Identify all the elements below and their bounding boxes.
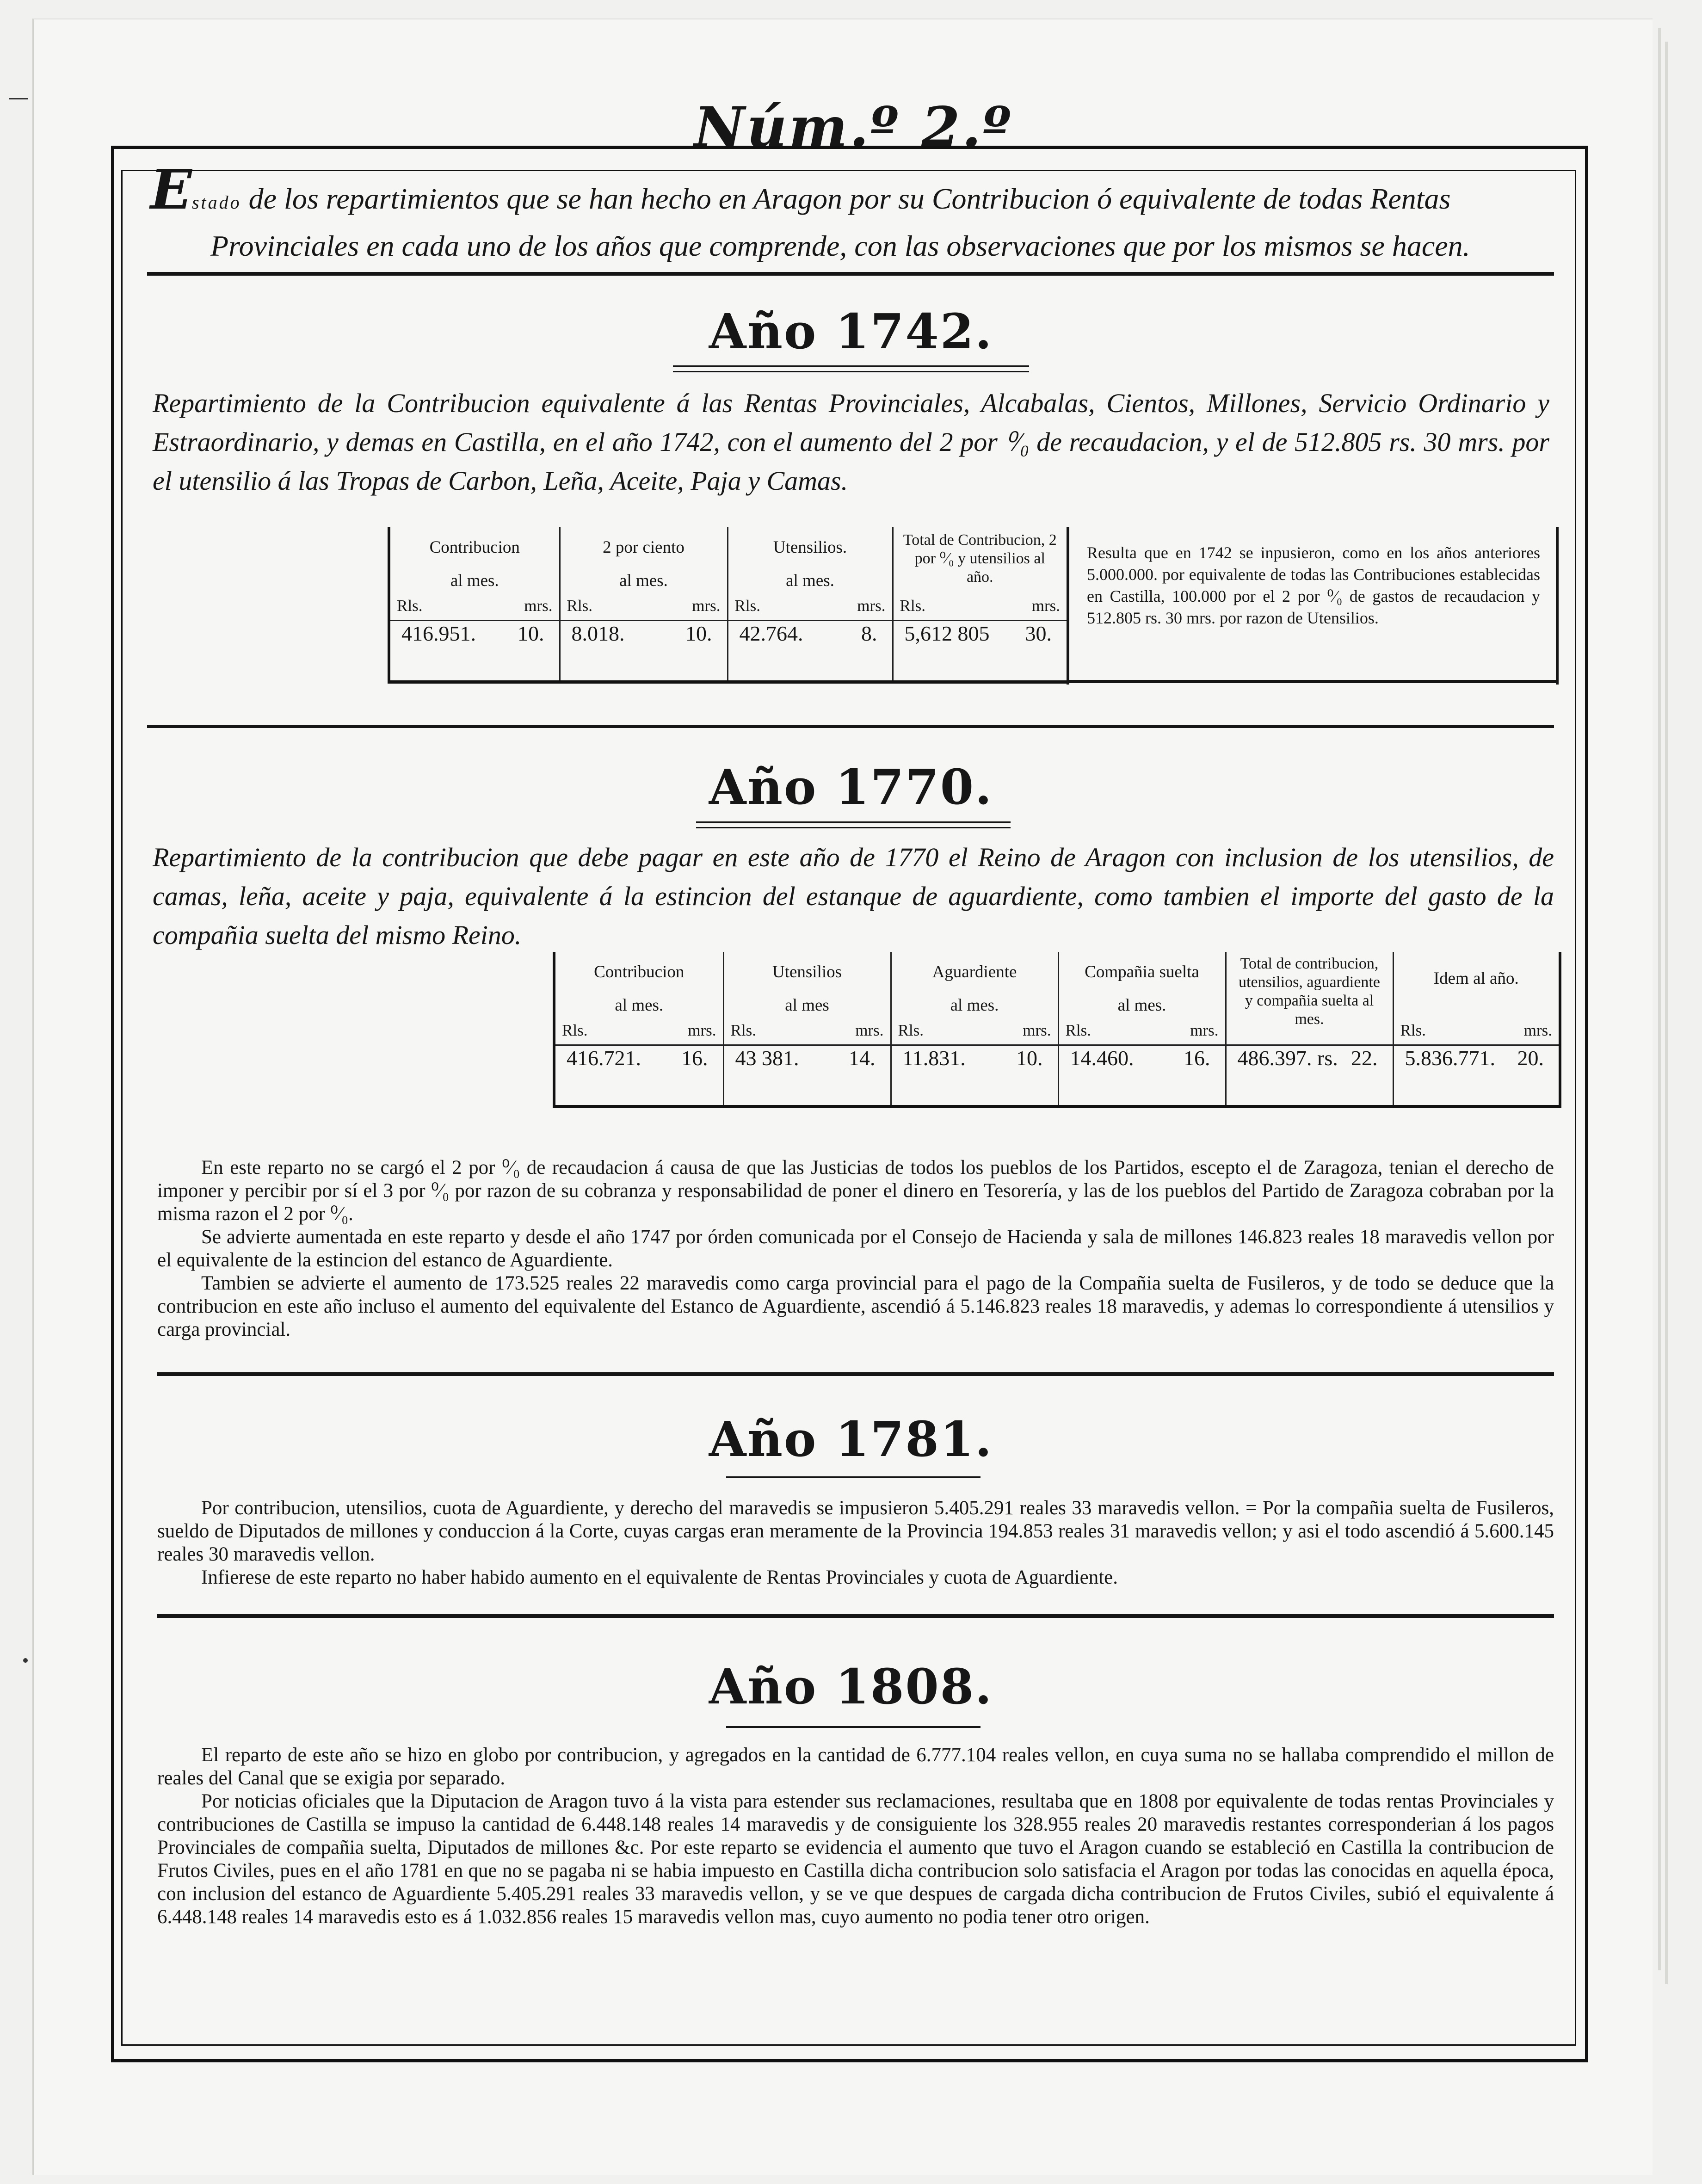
note-box-rule (1067, 680, 1559, 683)
page-edge (1665, 42, 1668, 1984)
table-cell (389, 621, 560, 682)
table-header-row (554, 952, 1560, 1045)
table-1770 (553, 952, 1561, 1108)
table-cell (1393, 1045, 1560, 1107)
column-title: Aguardiente (932, 962, 1017, 981)
title-line-2: Provinciales en cada uno de los años que comprende, con las observaciones que por los mismos se hacen. (210, 229, 1470, 262)
unit-reales: Rls. (900, 597, 925, 615)
unit-reales: Rls. (1065, 1021, 1091, 1039)
unit-reales: Rls. (397, 597, 423, 615)
unit-maravedis: mrs. (1023, 1021, 1051, 1039)
column-title: 2 por ciento (603, 538, 684, 557)
table-cell (723, 1045, 891, 1107)
year-heading-1808: Año 1808. (709, 1658, 993, 1715)
unit-maravedis: mrs. (524, 597, 553, 615)
amount-maravedis: 22. (1351, 1046, 1378, 1070)
column-header (389, 527, 560, 621)
amount-reales: 5.836.771. (1405, 1046, 1495, 1070)
table-row (389, 621, 1068, 682)
unit-reales: Rls. (734, 597, 760, 615)
column-subtitle: al mes. (1117, 996, 1166, 1015)
margin-mark (23, 1658, 28, 1663)
table-cell (1058, 1045, 1226, 1107)
paragraph: El reparto de este año se hizo en globo por contribucion, y agregados en la cantidad de 6.777.104 reales vellon, en cuya suma no se hallaba comprendido el millon de reales del Canal que se exigia por separado. (157, 1744, 1554, 1789)
paragraph: Por noticias oficiales que la Diputacion de Aragon tuvo á la vista para estender sus reclamaciones, resultaba que en 1808 por equivalente de todas rentas Provinciales y contribuciones de Castilla se impuso la cantidad de 6.448.148 reales 14 maravedis y de consiguiente los 328.955 reales 20 maravedis restantes corresponderian á los pagos Provinciales de compañia suelta, Diputados de millones &c. Por este reparto se evidencia el aumento que tuvo el Aragon cuando se estableció en Castilla la contribucion de Frutos Civiles, pues en el año 1781 en que no se pagaba ni se habia impuesto en Castilla dicha contribucion solo satisfacia el Aragon por todas las conocidas en aquella época, con inclusion del estanco de Aguardiente 5.405.291 reales 33 maravedis vellon, y se ve que despues de cargada dicha contribucion de Frutos Civiles, subió el equivalente á 6.448.148 reales 14 maravedis esto es á 1.032.856 reales 15 maravedis vellon mas, cuyo aumento no podia tener otro origen. (157, 1790, 1554, 1928)
section-rule (157, 1372, 1554, 1376)
document-title (150, 157, 1566, 268)
table-cell (1226, 1045, 1393, 1107)
unit-reales: Rls. (562, 1021, 588, 1039)
unit-reales: Rls. (898, 1021, 924, 1039)
notes-1781 (157, 1497, 1554, 1589)
paragraph: Se advierte aumentada en este reparto y desde el año 1747 por órden comunicada por el Consejo de Hacienda y sala de millones 146.823 reales 18 maravedis vellon por el equivalente de la estincion del estanco de Aguardiente. (157, 1226, 1554, 1271)
column-header (1226, 952, 1393, 1045)
unit-maravedis: mrs. (1523, 1021, 1552, 1039)
table-cell (554, 1045, 723, 1107)
margin-mark (9, 98, 28, 99)
column-title: Utensilios. (773, 538, 847, 557)
table-cell (728, 621, 893, 682)
intro-1770: Repartimiento de la contribucion que debe pagar en este año de 1770 el Reino de Aragon con inclusion de los utensilios, de camas, leña, aceite y paja, equivalente á la estincion del estanque de aguardiente, como tambien el importe del gasto de la compañia suelta del mismo Reino. (153, 842, 1554, 950)
title-smallcaps: stado (191, 192, 241, 213)
amount-maravedis: 10. (1016, 1046, 1043, 1070)
column-header (723, 952, 891, 1045)
amount-reales: 486.397. rs. (1237, 1046, 1338, 1070)
column-subtitle: al mes. (615, 996, 664, 1015)
column-header (893, 527, 1068, 621)
section-rule (147, 272, 1554, 276)
paragraph: En este reparto no se cargó el 2 por ⁰⁄₀ de recaudacion á causa de que las Justicias de todos los pueblos de los Partidos, escepto el de Zaragoza, tenian el derecho de imponer y percibir por sí el 3 por ⁰⁄₀ por razon de su cobranza y responsabilidad de poner el dinero en Tesorería, y las de los pueblos del Partido de Zaragoza cobraban por la misma razon el 2 por ⁰⁄₀. (157, 1157, 1554, 1225)
column-header (891, 952, 1058, 1045)
amount-reales: 416.721. (567, 1046, 641, 1070)
amount-reales: 8.018. (571, 622, 625, 645)
column-subtitle: al mes. (786, 571, 834, 590)
amount-maravedis: 10. (518, 622, 544, 645)
unit-maravedis: mrs. (688, 1021, 716, 1039)
note-1742: Resulta que en 1742 se inpusieron, como en los años anteriores 5.000.000. por equivalente de todas las Contribuciones establecidas en Castilla, 100.000 por el 2 por ⁰⁄₀ de gastos de recaudacion y 512.805 rs. 30 mrs. por razon de Utensilios. (1087, 543, 1540, 627)
column-subtitle: al mes. (619, 571, 668, 590)
intro-1742: Repartimiento de la Contribucion equivalente á las Rentas Provinciales, Alcabalas, Cientos, Millones, Servicio Ordinario y Estraordinario, y demas en Castilla, en el año 1742, con el aumento del 2 por ⁰⁄₀ de recaudacion, y el de 512.805 rs. 30 mrs. por el utensilio á las Tropas de Carbon, Leña, Aceite, Paja y Camas. (153, 388, 1549, 496)
table-cell (560, 621, 728, 682)
unit-reales: Rls. (1400, 1021, 1426, 1039)
heading-underline (726, 1726, 980, 1728)
amount-reales: 14.460. (1070, 1046, 1134, 1070)
unit-maravedis: mrs. (1190, 1021, 1219, 1039)
section-rule (157, 1614, 1554, 1618)
unit-reales: Rls. (730, 1021, 756, 1039)
column-header (554, 952, 723, 1045)
note-box-rule (1067, 527, 1069, 685)
amount-reales: 416.951. (401, 622, 476, 645)
amount-reales: 11.831. (902, 1046, 966, 1070)
unit-maravedis: mrs. (857, 597, 886, 615)
column-header (1393, 952, 1560, 1045)
amount-maravedis: 30. (1025, 622, 1052, 645)
year-heading-1742: Año 1742. (709, 303, 993, 360)
column-title: Contribucion (429, 538, 520, 557)
amount-maravedis: 14. (849, 1046, 876, 1070)
column-subtitle: al mes. (950, 996, 999, 1015)
column-title: Utensilios (772, 962, 842, 981)
unit-maravedis: mrs. (1031, 597, 1060, 615)
table-1742 (388, 527, 1069, 684)
amount-maravedis: 10. (685, 622, 712, 645)
paragraph: Tambien se advierte el aumento de 173.525 reales 22 maravedis como carga provincial para el pago de la Compañia suelta de Fusileros, y de todo se deduce que la contribucion en este año incluso el aumento del equivalente del Estanco de Aguardiente, ascendió á 5.146.823 reales 18 maravedis, y ademas lo correspondiente á utensilios y carga provincial. (157, 1272, 1554, 1340)
column-subtitle: al mes. (450, 571, 499, 590)
amount-maravedis: 16. (681, 1046, 708, 1070)
note-box-rule (1556, 527, 1559, 685)
unit-maravedis: mrs. (855, 1021, 884, 1039)
column-header (728, 527, 893, 621)
unit-maravedis: mrs. (692, 597, 721, 615)
amount-reales: 43 381. (735, 1046, 799, 1070)
amount-maravedis: 20. (1517, 1046, 1544, 1070)
section-rule (147, 725, 1554, 728)
unit-reales: Rls. (567, 597, 592, 615)
column-title: Idem al año. (1433, 969, 1519, 988)
amount-maravedis: 16. (1184, 1046, 1210, 1070)
table-cell (893, 621, 1068, 682)
column-header (1058, 952, 1226, 1045)
title-line-1: de los repartimientos que se han hecho en Aragon por su Contribucion ó equivalente de todas Rentas (248, 182, 1451, 215)
page-number: Núm.º 2.º (694, 95, 1013, 160)
paragraph: Por contribucion, utensilios, cuota de Aguardiente, y derecho del maravedis se impusieron 5.405.291 reales 33 maravedis vellon. = Por la compañia suelta de Fusileros, sueldo de Diputados de millones y conduccion á la Corte, cuyas cargas eran meramente de la Provincia 194.853 reales 31 maravedis vellon; y asi el todo ascendió á 5.600.145 reales 30 maravedis vellon. (157, 1497, 1554, 1565)
title-dropcap: E (150, 157, 192, 222)
notes-1770 (157, 1156, 1554, 1341)
heading-underline (673, 365, 1029, 367)
amount-maravedis: 8. (861, 622, 877, 645)
heading-underline (673, 371, 1029, 372)
amount-reales: 5,612 805 (904, 622, 990, 645)
table-header-row (389, 527, 1068, 621)
paragraph: Infierese de este reparto no haber habido aumento en el equivalente de Rentas Provinciales y cuota de Aguardiente. (201, 1567, 1118, 1588)
column-subtitle: al mes (785, 996, 829, 1015)
column-header (560, 527, 728, 621)
amount-reales: 42.764. (739, 622, 803, 645)
page-edge (1658, 28, 1661, 1970)
year-heading-1770: Año 1770. (709, 759, 993, 815)
heading-underline (726, 1476, 980, 1478)
year-heading-1781: Año 1781. (709, 1411, 993, 1468)
notes-1808 (157, 1744, 1554, 1929)
heading-underline (696, 827, 1011, 828)
column-title: Compañia suelta (1085, 962, 1199, 981)
heading-underline (696, 821, 1011, 823)
table-row (554, 1045, 1560, 1107)
column-title: Total de contribucion, utensilios, aguardiente y compañia suelta al mes. (1239, 955, 1380, 1028)
column-title: Total de Contribucion, 2 por ⁰⁄₀ y utensilios al año. (903, 531, 1057, 586)
table-cell (891, 1045, 1058, 1107)
column-title: Contribucion (594, 962, 684, 981)
